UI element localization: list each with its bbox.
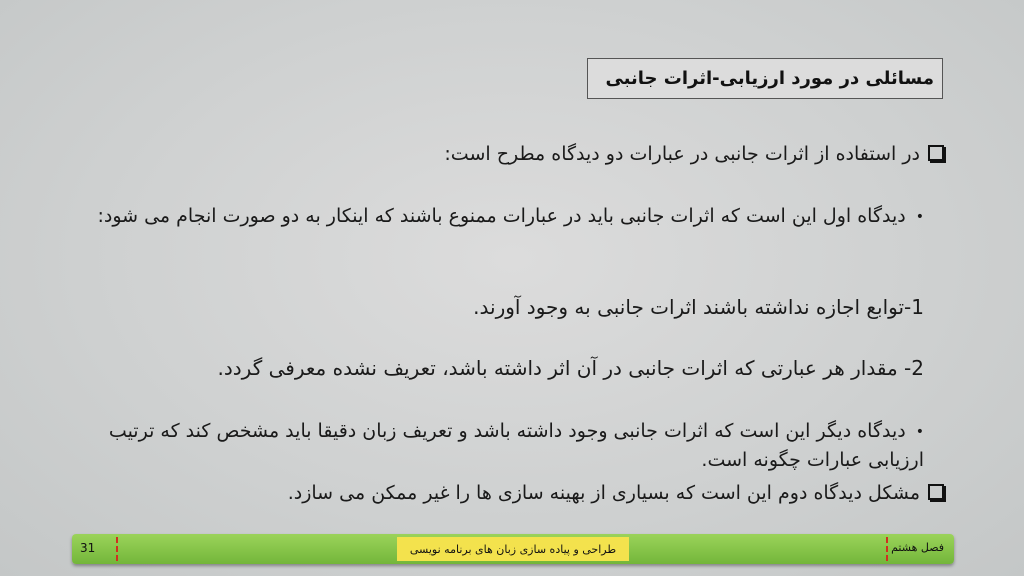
list-item: •دیدگاه دیگر این است که اثرات جانبی وجود داشته باشد و تعریف زبان دقیقا باید مشخص کند که ترتیب ارزیابی عبارات چگونه است. [64,417,924,474]
footer-divider [886,537,888,561]
list-item: در استفاده از اثرات جانبی در عبارات دو دیدگاه مطرح است: [84,140,944,168]
footer-bar [72,534,954,564]
footer-course-title: طراحی و پیاده سازی زبان های برنامه نویسی [397,537,629,561]
slide-title [587,58,943,99]
footer-divider [116,537,118,561]
checkbox-bullet-icon [928,145,944,161]
list-item: 2- مقدار هر عبارتی که اثرات جانبی در آن اثر داشته باشد، تعریف نشده معرفی گردد. [217,356,924,380]
list-item: •دیدگاه اول این است که اثرات جانبی باید در عبارات ممنوع باشند که اینکار به دو صورت انجام می شود: [84,202,924,231]
slide-title-text: مسائلی در مورد ارزیابی-اثرات جانبی [605,68,934,89]
dot-bullet-icon: • [915,208,924,225]
footer-chapter: فصل هشتم [891,541,944,554]
page-number: 31 [80,541,96,555]
dot-bullet-icon: • [915,423,924,440]
checkbox-bullet-icon [928,484,944,500]
list-item: مشکل دیدگاه دوم این است که بسیاری از بهینه سازی ها را غیر ممکن می سازد. [84,479,944,507]
list-item: 1-توابع اجازه نداشته باشند اثرات جانبی به وجود آورند. [473,295,924,319]
